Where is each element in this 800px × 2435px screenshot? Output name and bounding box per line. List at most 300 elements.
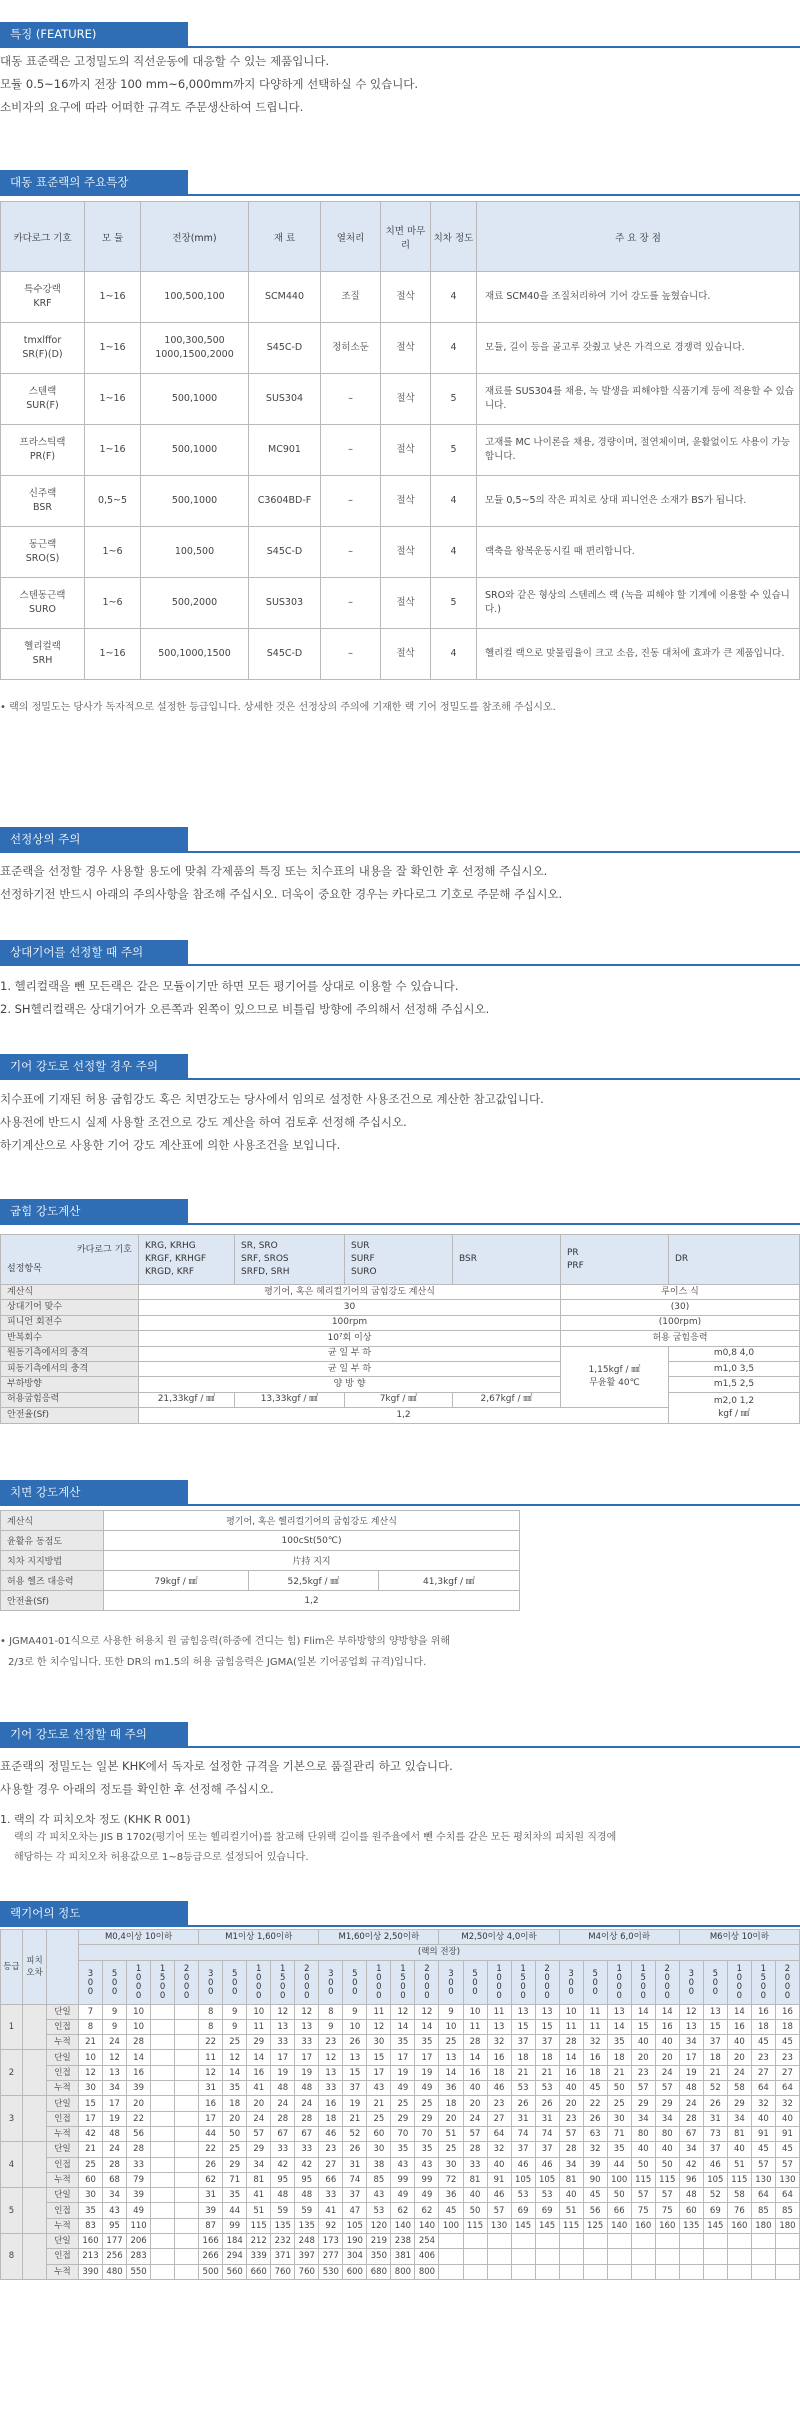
cell: 16	[751, 2004, 775, 2019]
cell: 23	[487, 2096, 511, 2111]
cell: 27	[487, 2111, 511, 2126]
cell: 40	[631, 2142, 655, 2157]
cell: 20	[463, 2096, 487, 2111]
cell: 67	[295, 2126, 319, 2141]
length-header: 300	[319, 1960, 343, 2004]
cell: 339	[247, 2249, 271, 2264]
strength-line: 하기계산으로 사용한 기어 강도 계산표에 의한 사용조건을 보입니다.	[0, 1138, 341, 1152]
cell: C3604BD-F	[249, 476, 321, 527]
cell	[175, 2157, 199, 2172]
length-header: 2000	[775, 1960, 799, 2004]
cell	[151, 2142, 175, 2157]
cell	[151, 2203, 175, 2218]
cell: 500,1000	[141, 374, 249, 425]
type-cell: 단일	[47, 2004, 79, 2019]
cell: 17	[367, 2065, 391, 2080]
cell: 16	[463, 2065, 487, 2080]
table-row	[1, 1511, 520, 1531]
cell: SCM440	[249, 272, 321, 323]
cell: 213	[79, 2249, 103, 2264]
cell: 16	[319, 2096, 343, 2111]
row-label: 계산식	[1, 1285, 139, 1300]
cell: 21	[703, 2065, 727, 2080]
cell	[775, 2249, 799, 2264]
col-header: 재 료	[249, 202, 321, 272]
cell: 115	[559, 2218, 583, 2233]
type-cell: 단일	[47, 2142, 79, 2157]
cell: 1,2	[139, 1408, 669, 1423]
cell: 105	[511, 2172, 535, 2187]
cell: –	[321, 425, 381, 476]
cell: 32	[775, 2096, 799, 2111]
cell: 40	[655, 2142, 679, 2157]
cell: 71	[223, 2172, 247, 2187]
cell: 56	[127, 2126, 151, 2141]
err-header: 피치오차	[23, 1930, 47, 2005]
cell: 50	[223, 2126, 247, 2141]
cell: 절삭	[381, 425, 431, 476]
table-row	[1, 527, 800, 578]
cell: 1~16	[85, 374, 141, 425]
accuracy-title-underline	[0, 1925, 800, 1927]
cell: 135	[271, 2218, 295, 2233]
cell: 40	[463, 2188, 487, 2203]
cell: 100,500,100	[141, 272, 249, 323]
cell: 양 방 향	[139, 1377, 561, 1392]
cell: 36	[439, 2188, 463, 2203]
cell: 46	[319, 2126, 343, 2141]
strength-title-underline	[0, 1078, 800, 1080]
module-header: M2,50이상 4,0이하	[439, 1930, 559, 1945]
cell: 19	[343, 2096, 367, 2111]
spec-cell: 고재를 MC 나이론을 채용, 경량이며, 절연체이며, 윤활없이도 사용이 가능합니다.	[477, 425, 800, 476]
cell: 34	[679, 2035, 703, 2050]
cell: 28	[127, 2142, 151, 2157]
cell: 80	[631, 2126, 655, 2141]
cell: 50	[631, 2157, 655, 2172]
cell: –	[321, 527, 381, 578]
cell: 37	[343, 2188, 367, 2203]
cell	[487, 2249, 511, 2264]
cell: 53	[511, 2188, 535, 2203]
item-label: 설정항목	[7, 1263, 42, 1274]
type-cell: 인접	[47, 2065, 79, 2080]
cell: 99	[223, 2218, 247, 2233]
cell: 39	[199, 2203, 223, 2218]
cell: 평기어, 혹은 헤리컬기어의 굽힘강도 계산식	[139, 1285, 561, 1300]
cell: 23	[319, 2035, 343, 2050]
type-cell: 인접	[47, 2019, 79, 2034]
cell: 30	[367, 2035, 391, 2050]
cell: 18	[223, 2096, 247, 2111]
cell: 25	[439, 2035, 463, 2050]
cell: 29	[415, 2111, 439, 2126]
strength-line: 사용전에 반드시 실제 사용할 조건으로 강도 계산을 하여 검토후 선정해 주십시오.	[0, 1115, 407, 1129]
bending-title-underline	[0, 1223, 800, 1225]
cell: 45	[775, 2142, 799, 2157]
cell: 46	[535, 2157, 559, 2172]
cell: 20	[727, 2050, 751, 2065]
length-header: 500	[583, 1960, 607, 2004]
table-row	[1, 1285, 800, 1300]
cell	[175, 2142, 199, 2157]
cell: 29	[655, 2096, 679, 2111]
table-row	[1, 1300, 800, 1315]
cell	[535, 2249, 559, 2264]
cell: 41,3kgf / ㎟	[379, 1571, 520, 1591]
cell: 34	[631, 2111, 655, 2126]
cell: 17	[295, 2050, 319, 2065]
cell: 248	[295, 2234, 319, 2249]
cell: 32	[487, 2142, 511, 2157]
cell: 91	[775, 2126, 799, 2141]
cell: 81	[727, 2126, 751, 2141]
cell: 62	[415, 2203, 439, 2218]
cell: 73	[703, 2126, 727, 2141]
main-title-underline	[0, 194, 800, 196]
cell: 11	[247, 2019, 271, 2034]
cell: 12	[367, 2019, 391, 2034]
cell	[487, 2264, 511, 2279]
cell: 4	[431, 476, 477, 527]
table-row	[1, 323, 800, 374]
cell: 18	[583, 2065, 607, 2080]
length-header: 1000	[367, 1960, 391, 2004]
cell: 28	[559, 2035, 583, 2050]
cell: 80	[655, 2126, 679, 2141]
cell	[463, 2264, 487, 2279]
cell: 25	[79, 2157, 103, 2172]
cell: 29	[727, 2096, 751, 2111]
cell: 절삭	[381, 476, 431, 527]
cell: 184	[223, 2234, 247, 2249]
table-row	[1, 2126, 800, 2141]
cell	[151, 2249, 175, 2264]
cell: 42	[271, 2157, 295, 2172]
cell: 70	[415, 2126, 439, 2141]
cell: 20	[247, 2096, 271, 2111]
cell: 18	[487, 2065, 511, 2080]
cell: 28	[463, 2142, 487, 2157]
cat-header: PR PRF	[561, 1235, 669, 1285]
cell: 49	[127, 2203, 151, 2218]
cell: 1~16	[85, 425, 141, 476]
cell: 11	[463, 2019, 487, 2034]
cell: 27	[751, 2065, 775, 2080]
cell: 800	[415, 2264, 439, 2279]
cell: 800	[391, 2264, 415, 2279]
cell: 76	[727, 2203, 751, 2218]
cell: 57	[751, 2157, 775, 2172]
cell: 프라스틱랙 PR(F)	[1, 425, 85, 476]
cell	[703, 2249, 727, 2264]
length-header: 2000	[415, 1960, 439, 2004]
cell: 28	[559, 2142, 583, 2157]
cell: 96	[679, 2172, 703, 2187]
cell: 22	[127, 2111, 151, 2126]
cell: 1~16	[85, 272, 141, 323]
cell: 10	[127, 2019, 151, 2034]
cell: 92	[319, 2218, 343, 2233]
cell: 100	[607, 2172, 631, 2187]
cell: 34	[247, 2157, 271, 2172]
row-label: 안전율(Sf)	[1, 1591, 104, 1611]
spec-cell: 헬리컬 랙으로 맞물림율이 크고 소음, 진동 대처에 효과가 큰 제품입니다.	[477, 629, 800, 680]
cell	[727, 2234, 751, 2249]
cell: 4	[431, 323, 477, 374]
col-header: 주 요 장 점	[477, 202, 800, 272]
cell	[151, 2081, 175, 2096]
cell: 21	[367, 2096, 391, 2111]
cell: 130	[487, 2218, 511, 2233]
cell	[679, 2264, 703, 2279]
col-header: 모 듈	[85, 202, 141, 272]
cell: 32	[751, 2096, 775, 2111]
cell	[151, 2019, 175, 2034]
cell: 35	[607, 2035, 631, 2050]
cell: 스텐동근랙 SURO	[1, 578, 85, 629]
cell	[175, 2172, 199, 2187]
cell: 64	[751, 2188, 775, 2203]
table-row	[1, 1377, 800, 1392]
cell: 760	[295, 2264, 319, 2279]
cell: 21	[607, 2065, 631, 2080]
cell: 59	[271, 2203, 295, 2218]
cell	[751, 2234, 775, 2249]
cell: 51	[247, 2203, 271, 2218]
table-row	[1, 2264, 800, 2279]
cell: 232	[271, 2234, 295, 2249]
cell: 9	[439, 2004, 463, 2019]
cell: 180	[775, 2218, 799, 2233]
cell: 266	[199, 2249, 223, 2264]
cell: 100,300,500 1000,1500,2000	[141, 323, 249, 374]
cell: 160	[631, 2218, 655, 2233]
cell: 160	[79, 2234, 103, 2249]
cell: 10	[247, 2004, 271, 2019]
cell: 99	[391, 2172, 415, 2187]
cell	[583, 2234, 607, 2249]
accuracy-title: 랙기어의 정도	[0, 1901, 188, 1925]
cell: 100,500	[141, 527, 249, 578]
cell: 29	[631, 2096, 655, 2111]
cell: 115	[655, 2172, 679, 2187]
cell: 8	[319, 2004, 343, 2019]
table-row	[1, 1591, 520, 1611]
cell: 45	[583, 2081, 607, 2096]
cell: 18	[607, 2050, 631, 2065]
length-header: 1000	[487, 1960, 511, 2004]
length-header: 300	[79, 1960, 103, 2004]
type-header	[47, 1930, 79, 2005]
len-label: (랙의 전장)	[79, 1945, 800, 1960]
cell: 14	[631, 2004, 655, 2019]
cell: 17	[79, 2111, 103, 2126]
cell: 57	[463, 2126, 487, 2141]
cell: 13	[103, 2065, 127, 2080]
cell: 19	[391, 2065, 415, 2080]
cell	[439, 2264, 463, 2279]
cell: 99	[415, 2172, 439, 2187]
length-header: 500	[343, 1960, 367, 2004]
type-cell: 누적	[47, 2264, 79, 2279]
cell: 24	[295, 2096, 319, 2111]
cell: 71	[607, 2126, 631, 2141]
cell: 67	[271, 2126, 295, 2141]
cell	[511, 2249, 535, 2264]
cell: 18	[703, 2050, 727, 2065]
cell: 60	[367, 2126, 391, 2141]
cell: 45	[751, 2035, 775, 2050]
length-header: 1500	[271, 1960, 295, 2004]
feature-title-underline	[0, 46, 800, 48]
accuracy-len-label-row	[1, 1945, 800, 1960]
cell: 42	[679, 2157, 703, 2172]
cell: 24	[247, 2111, 271, 2126]
cell: 12	[223, 2050, 247, 2065]
cell: 24	[103, 2142, 127, 2157]
cell: 평기어, 혹은 헬리컬기어의 굽힘강도 계산식	[104, 1511, 520, 1531]
cell	[439, 2249, 463, 2264]
cell: 135	[679, 2218, 703, 2233]
cell: 11	[199, 2050, 223, 2065]
cell: –	[321, 578, 381, 629]
cell: 43	[103, 2203, 127, 2218]
cell: 41	[247, 2081, 271, 2096]
accuracy-len-row	[1, 1960, 800, 2004]
cell: 31	[535, 2111, 559, 2126]
cell: 9	[223, 2019, 247, 2034]
bending-title: 굽힘 강도계산	[0, 1199, 188, 1223]
cell	[175, 2234, 199, 2249]
cell: 52	[703, 2081, 727, 2096]
cell: 50	[463, 2203, 487, 2218]
cell: 12	[271, 2004, 295, 2019]
cell: 15	[511, 2019, 535, 2034]
cell: 35	[391, 2142, 415, 2157]
cell: 29	[247, 2142, 271, 2157]
cell: 조질	[321, 272, 381, 323]
cell	[175, 2188, 199, 2203]
cell	[463, 2249, 487, 2264]
length-header: 2000	[655, 1960, 679, 2004]
cell: 40	[655, 2035, 679, 2050]
cell: 40	[487, 2157, 511, 2172]
module-header: M6이상 10이하	[679, 1930, 799, 1945]
row-label: 윤활유 동점도	[1, 1531, 104, 1551]
length-header: 500	[223, 1960, 247, 2004]
table-row	[1, 272, 800, 323]
cell: 64	[487, 2126, 511, 2141]
cell: 31	[199, 2188, 223, 2203]
length-header: 1500	[391, 1960, 415, 2004]
cell: 57	[775, 2157, 799, 2172]
cell: 16	[559, 2065, 583, 2080]
cell: 10	[463, 2004, 487, 2019]
cell: –	[321, 629, 381, 680]
caution-line: 표준랙을 선정할 경우 사용할 용도에 맞춰 각제품의 특징 또는 치수표의 내용을 잘 확인한 후 선정해 주십시오.	[0, 864, 548, 878]
pr-cell: 1,15kgf / ㎟ 무윤활 40℃	[561, 1346, 669, 1408]
cell: 91	[751, 2126, 775, 2141]
cell	[175, 2096, 199, 2111]
cell	[631, 2249, 655, 2264]
cell: 14	[655, 2004, 679, 2019]
cell: 51	[727, 2157, 751, 2172]
cell: 18	[319, 2111, 343, 2126]
module-header: M1이상 1,60이하	[199, 1930, 319, 1945]
cell	[151, 2218, 175, 2233]
cell: 37	[535, 2142, 559, 2157]
err-cell	[23, 2050, 47, 2096]
cell: 52	[343, 2126, 367, 2141]
cell: 16	[583, 2050, 607, 2065]
cell: 34	[655, 2111, 679, 2126]
err-cell	[23, 2142, 47, 2188]
grade-cell: 2	[1, 2050, 23, 2096]
cell: 30	[439, 2157, 463, 2172]
cell: 64	[775, 2081, 799, 2096]
cell: 33	[295, 2142, 319, 2157]
cell: 29	[391, 2111, 415, 2126]
cell: 21,33kgf / ㎟	[139, 1392, 235, 1407]
cell: 30	[367, 2142, 391, 2157]
cell: 350	[367, 2249, 391, 2264]
cat-header: DR	[669, 1235, 800, 1285]
surface-note: 2/3로 한 치수입니다. 또한 DR의 m1.5의 허용 굽힘응력은 JGMA(일본 기어공업회 규격)입니다.	[8, 1657, 427, 1668]
cell: 37	[535, 2035, 559, 2050]
cell: 14	[439, 2065, 463, 2080]
cell: S45C-D	[249, 527, 321, 578]
length-header: 1500	[751, 1960, 775, 2004]
cell: 8	[199, 2004, 223, 2019]
cell: 30	[79, 2188, 103, 2203]
cell: 9	[343, 2004, 367, 2019]
cell: 70	[391, 2126, 415, 2141]
cell: 41	[319, 2203, 343, 2218]
cell	[583, 2249, 607, 2264]
table-row	[1, 2188, 800, 2203]
cell	[151, 2264, 175, 2279]
table-row	[1, 1331, 800, 1346]
grade-cell: 1	[1, 2004, 23, 2050]
cell: 160	[655, 2218, 679, 2233]
cell: 13	[679, 2019, 703, 2034]
table-row	[1, 2050, 800, 2065]
length-header: 1000	[727, 1960, 751, 2004]
type-cell: 누적	[47, 2172, 79, 2187]
cell: 48	[679, 2188, 703, 2203]
cell: 13	[703, 2004, 727, 2019]
cell: 140	[415, 2218, 439, 2233]
cell: 20	[655, 2050, 679, 2065]
cell: 66	[607, 2203, 631, 2218]
cell: 39	[127, 2188, 151, 2203]
mating-line: 2. SH헬리컬랙은 상대기어가 오른쪽과 왼쪽이 있으므로 비틀림 방향에 주의해서 선정해 주십시오.	[0, 1002, 490, 1016]
cell: 19	[415, 2065, 439, 2080]
cell: 90	[583, 2172, 607, 2187]
cell: 15	[703, 2019, 727, 2034]
cell: 81	[463, 2172, 487, 2187]
cell: 5	[431, 425, 477, 476]
cell: 41	[247, 2188, 271, 2203]
length-header: 1500	[151, 1960, 175, 2004]
cell: 62	[199, 2172, 223, 2187]
cell: 49	[391, 2188, 415, 2203]
cell: 40	[559, 2188, 583, 2203]
cell: 48	[295, 2081, 319, 2096]
type-cell: 누적	[47, 2081, 79, 2096]
cell: 절삭	[381, 323, 431, 374]
